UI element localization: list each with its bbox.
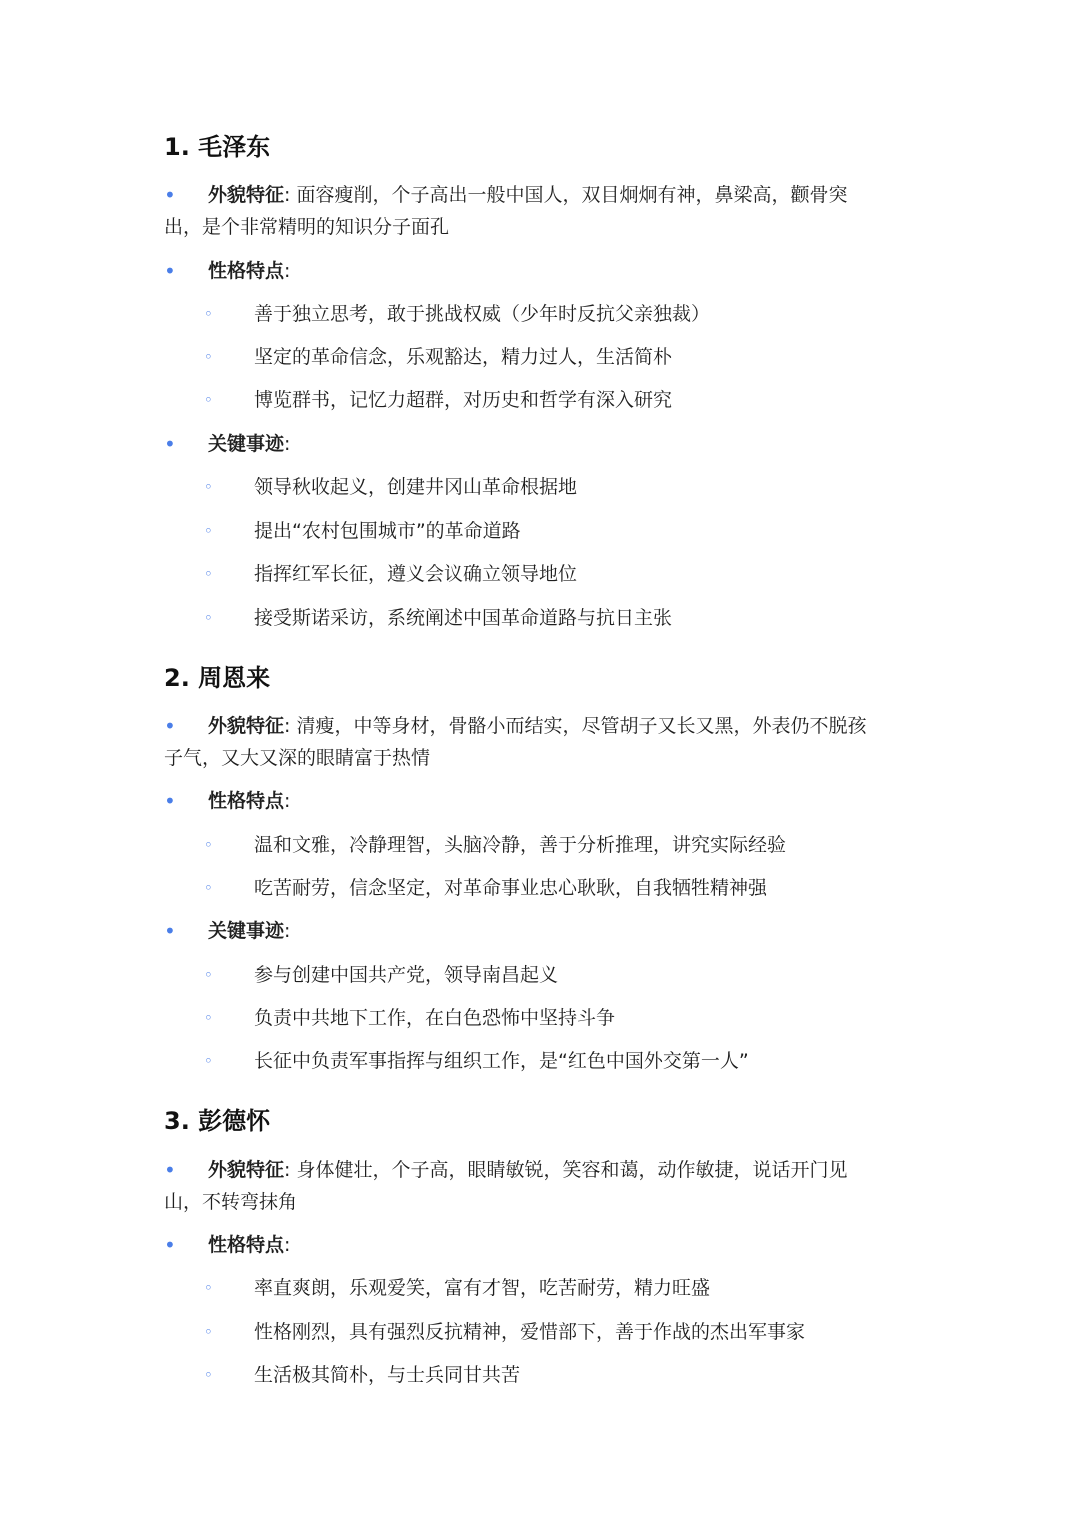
sub-bullet-circle: ◦ [204, 879, 213, 897]
list-item: 善于独立思考，敢于挑战权威（少年时反抗父亲独裁） [254, 303, 711, 325]
list-item: 提出“农村包围城市”的革命道路 [254, 520, 521, 542]
appearance-line-2: 子气，又大又深的眼睛富于热情 [164, 747, 431, 769]
sub-bullet-circle: ◦ [204, 1052, 213, 1070]
appearance-label: 外貌特征 [208, 1159, 285, 1181]
deeds-label: 关键事迹 [208, 433, 285, 455]
list-item: 长征中负责军事指挥与组织工作，是“红色中国外交第一人” [254, 1050, 749, 1072]
appearance-label: 外貌特征 [208, 184, 285, 206]
appearance-line-1 [208, 180, 847, 210]
appearance-line-2: 出，是个非常精明的知识分子面孔 [164, 216, 450, 238]
sub-bullet-circle: ◦ [204, 522, 213, 540]
appearance-line-2: 山，不转弯抹角 [164, 1191, 298, 1213]
personality-heading [208, 256, 290, 286]
list-item: 指挥红军长征，遵义会议确立领导地位 [254, 563, 578, 585]
bullet-dot: • [164, 1158, 176, 1182]
label-separator: : [284, 1234, 291, 1256]
appearance-line-1 [208, 1155, 847, 1185]
label-separator: : [284, 433, 291, 455]
appearance-text: 面容瘦削，个子高出一般中国人，双目炯炯有神，鼻梁高，颧骨突 [296, 184, 848, 206]
list-item: 接受斯诺采访，系统阐述中国革命道路与抗日主张 [254, 607, 673, 629]
sub-bullet-circle: ◦ [204, 1323, 213, 1341]
personality-heading [208, 1230, 290, 1260]
label-separator: : [284, 260, 291, 282]
list-item: 吃苦耐劳，信念坚定，对革命事业忠心耿耿，自我牺牲精神强 [254, 877, 768, 899]
sub-bullet-circle: ◦ [204, 478, 213, 496]
bullet-dot: • [164, 1233, 176, 1257]
deeds-heading [208, 916, 290, 946]
personality-label: 性格特点 [208, 1234, 285, 1256]
personality-label: 性格特点 [208, 790, 285, 812]
label-separator: : [284, 920, 291, 942]
label-separator: : [284, 715, 291, 737]
list-item: 领导秋收起义，创建井冈山革命根据地 [254, 476, 578, 498]
appearance-text: 身体健壮，个子高，眼睛敏锐，笑容和蔼，动作敏捷，说话开门见 [296, 1159, 848, 1181]
bullet-dot: • [164, 789, 176, 813]
deeds-label: 关键事迹 [208, 920, 285, 942]
list-item: 性格刚烈，具有强烈反抗精神，爱惜部下，善于作战的杰出军事家 [254, 1321, 806, 1343]
sub-bullet-circle: ◦ [204, 391, 213, 409]
section-heading-zhou: 2. 周恩来 [164, 664, 271, 692]
list-item: 率直爽朗，乐观爱笑，富有才智，吃苦耐劳，精力旺盛 [254, 1277, 711, 1299]
list-item: 参与创建中国共产党，领导南昌起义 [254, 964, 559, 986]
label-separator: : [284, 1159, 291, 1181]
appearance-text: 清瘦，中等身材，骨骼小而结实，尽管胡子又长又黑，外表仍不脱孩 [296, 715, 867, 737]
list-item: 博览群书，记忆力超群，对历史和哲学有深入研究 [254, 389, 673, 411]
appearance-label: 外貌特征 [208, 715, 285, 737]
sub-bullet-circle: ◦ [204, 966, 213, 984]
bullet-dot: • [164, 432, 176, 456]
label-separator: : [284, 790, 291, 812]
sub-bullet-circle: ◦ [204, 1009, 213, 1027]
bullet-dot: • [164, 183, 176, 207]
sub-bullet-circle: ◦ [204, 1279, 213, 1297]
list-item: 负责中共地下工作，在白色恐怖中坚持斗争 [254, 1007, 616, 1029]
bullet-dot: • [164, 259, 176, 283]
sub-bullet-circle: ◦ [204, 609, 213, 627]
sub-bullet-circle: ◦ [204, 305, 213, 323]
sub-bullet-circle: ◦ [204, 565, 213, 583]
section-heading-peng: 3. 彭德怀 [164, 1107, 271, 1135]
personality-label: 性格特点 [208, 260, 285, 282]
deeds-heading [208, 429, 290, 459]
list-item: 生活极其简朴，与士兵同甘共苦 [254, 1364, 521, 1386]
bullet-dot: • [164, 714, 176, 738]
personality-heading [208, 786, 290, 816]
sub-bullet-circle: ◦ [204, 1366, 213, 1384]
bullet-dot: • [164, 919, 176, 943]
list-item: 温和文雅，冷静理智，头脑冷静，善于分析推理，讲究实际经验 [254, 834, 787, 856]
sub-bullet-circle: ◦ [204, 836, 213, 854]
appearance-line-1 [208, 711, 866, 741]
list-item: 坚定的革命信念，乐观豁达，精力过人，生活简朴 [254, 346, 673, 368]
label-separator: : [284, 184, 291, 206]
sub-bullet-circle: ◦ [204, 348, 213, 366]
section-heading-mao: 1. 毛泽东 [164, 133, 271, 161]
